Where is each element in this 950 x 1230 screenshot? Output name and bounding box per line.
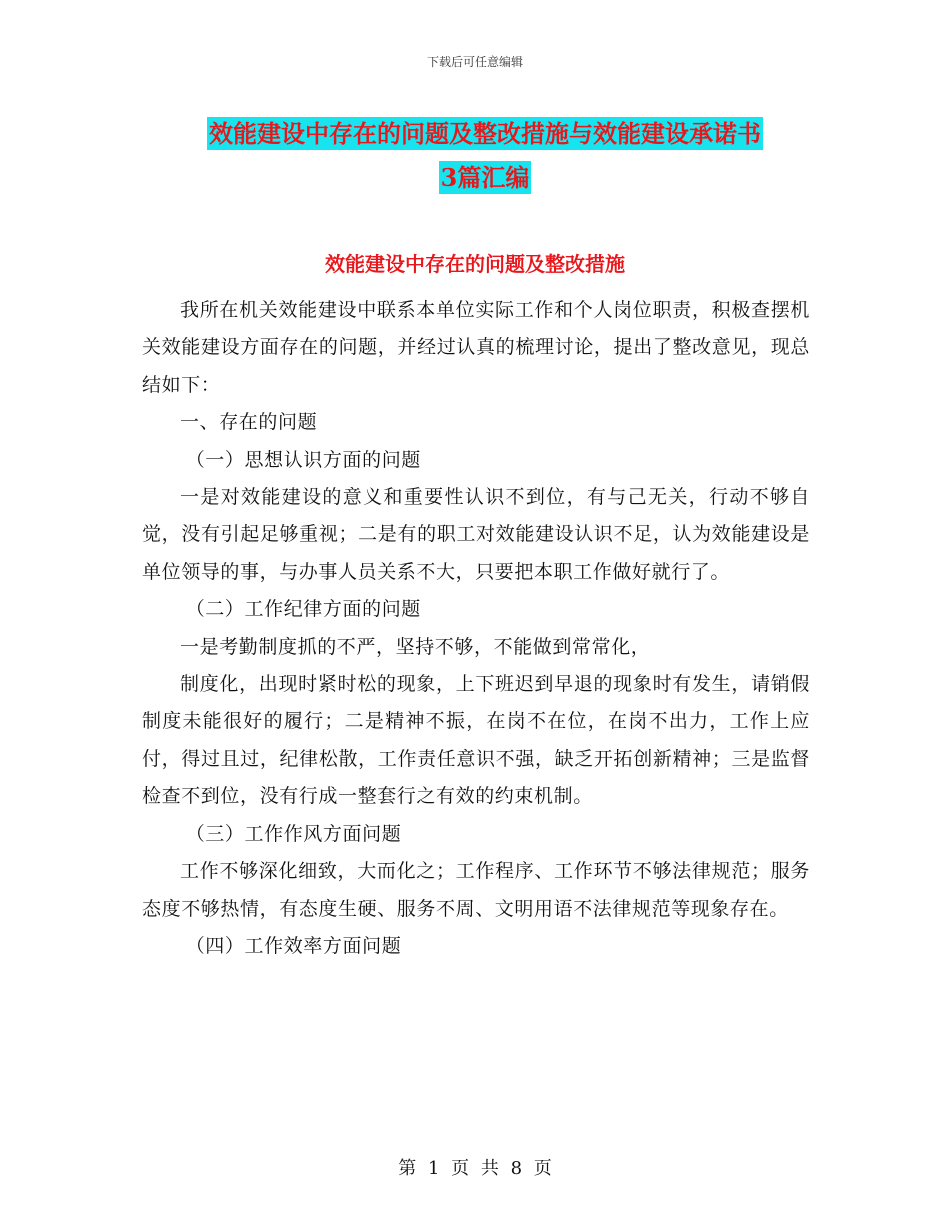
subheading-discipline: （二）工作纪律方面的问题 bbox=[185, 598, 421, 621]
paragraph-work-style: 工作不够深化细致，大而化之；工作程序、工作环节不够法律规范；服务态度不够热情，有态度生硬、服务不周、文明用语不法律规范等现象存在。 bbox=[142, 860, 810, 920]
document-title-line-1: 效能建设中存在的问题及整改措施与效能建设承诺书 bbox=[209, 119, 761, 148]
page-footer: 第 1 页 共 8 页 bbox=[398, 1158, 552, 1179]
document-body bbox=[142, 292, 810, 965]
paragraph-intro: 我所在机关效能建设中联系本单位实际工作和个人岗位职责，积极查摆机关效能建设方面存在的问题，并经过认真的梳理讨论，提出了整改意见，现总结如下： bbox=[142, 299, 810, 396]
header-note: 下载后可任意编辑 bbox=[426, 55, 523, 69]
paragraph-discipline-1: 一是考勤制度抓的不严，坚持不够，不能做到常常化， bbox=[180, 635, 651, 658]
document-title-line-2: 3篇汇编 bbox=[440, 163, 530, 192]
document-title bbox=[140, 112, 830, 200]
paragraph-ideological: 一是对效能建设的意义和重要性认识不到位，有与己无关，行动不够自觉，没有引起足够重视；二是有的职工对效能建设认识不足，认为效能建设是单位领导的事，与办事人员关系不大，只要把本职工作做好就行了。 bbox=[142, 486, 810, 583]
heading-existing-problems: 一、存在的问题 bbox=[180, 411, 318, 434]
subheading-work-style: （三）工作作风方面问题 bbox=[185, 822, 402, 845]
section-title: 效能建设中存在的问题及整改措施 bbox=[325, 252, 625, 276]
subheading-efficiency: （四）工作效率方面问题 bbox=[185, 934, 402, 957]
paragraph-discipline-2: 制度化，出现时紧时松的现象，上下班迟到早退的现象时有发生，请销假制度未能很好的履行；二是精神不振，在岗不在位，在岗不出力，工作上应付，得过且过，纪律松散，工作责任意识不强，缺乏开拓创新精神；三是监督检查不到位，没有行成一整套行之有效的约束机制。 bbox=[142, 673, 810, 808]
subheading-ideological: （一）思想认识方面的问题 bbox=[185, 448, 421, 471]
